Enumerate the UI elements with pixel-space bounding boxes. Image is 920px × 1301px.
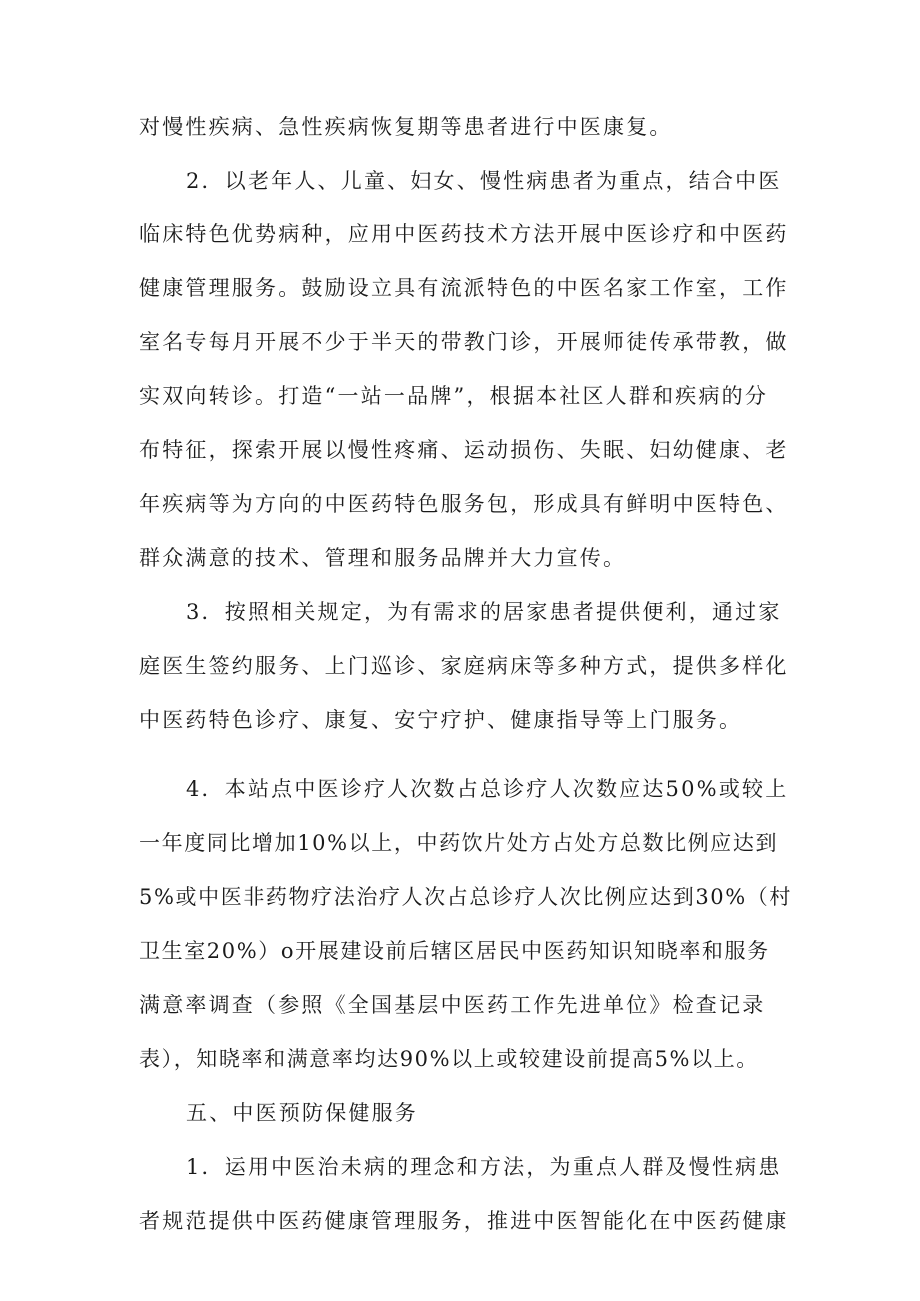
paragraph-line: 实双向转诊。打造“一站一品牌”，根据本社区人群和疾病的分 bbox=[139, 384, 769, 408]
paragraph-line: 表），知晓率和满意率均达90%以上或较建设前提高5%以上。 bbox=[139, 1047, 759, 1071]
paragraph-line: 健康管理服务。鼓励设立具有流派特色的中医名家工作室，工作 bbox=[139, 276, 789, 300]
paragraph-line: 一年度同比增加10%以上，中药饮片处方占处方总数比例应达到 bbox=[139, 831, 779, 855]
paragraph-line: 对慢性疾病、急性疾病恢复期等患者进行中医康复。 bbox=[139, 115, 673, 139]
paragraph-line: 年疾病等为方向的中医药特色服务包，形成具有鲜明中医特色、 bbox=[139, 492, 789, 516]
paragraph-2-line: 2．以老年人、儿童、妇女、慢性病患者为重点，结合中医 bbox=[186, 169, 782, 193]
paragraph-line: 者规范提供中医药健康管理服务，推进中医智能化在中医药健康 bbox=[139, 1209, 789, 1233]
paragraph-line: 卫生室20%）o开展建设前后辖区居民中医药知识知晓率和服务 bbox=[139, 939, 770, 963]
paragraph-line: 布特征，探索开展以慢性疼痛、运动损伤、失眠、妇幼健康、老 bbox=[139, 438, 789, 462]
paragraph-line: 临床特色优势病种，应用中医药技术方法开展中医诊疗和中医药 bbox=[139, 222, 789, 246]
paragraph-line: 满意率调查（参照《全国基层中医药工作先进单位》检查记录 bbox=[139, 993, 766, 1017]
paragraph-4-line: 4．本站点中医诊疗人次数占总诊疗人次数应达50%或较上 bbox=[186, 777, 789, 801]
paragraph-line: 庭医生签约服务、上门巡诊、家庭病床等多种方式，提供多样化 bbox=[139, 654, 789, 678]
paragraph-3-line: 3．按照相关规定，为有需求的居家患者提供便利，通过家 bbox=[186, 600, 782, 624]
paragraph-line: 群众满意的技术、管理和服务品牌并大力宣传。 bbox=[139, 546, 627, 570]
paragraph-line: 室名专每月开展不少于半天的带教门诊，开展师徒传承带教，做 bbox=[139, 330, 789, 354]
paragraph-line: 中医药特色诊疗、康复、安宁疗护、健康指导等上门服务。 bbox=[139, 708, 743, 732]
paragraph-5-line: 1．运用中医治未病的理念和方法，为重点人群及慢性病患 bbox=[186, 1155, 782, 1179]
paragraph-line: 5%或中医非药物疗法治疗人次占总诊疗人次比例应达到30%（村 bbox=[139, 885, 792, 909]
section-heading: 五、中医预防保健服务 bbox=[186, 1101, 418, 1125]
